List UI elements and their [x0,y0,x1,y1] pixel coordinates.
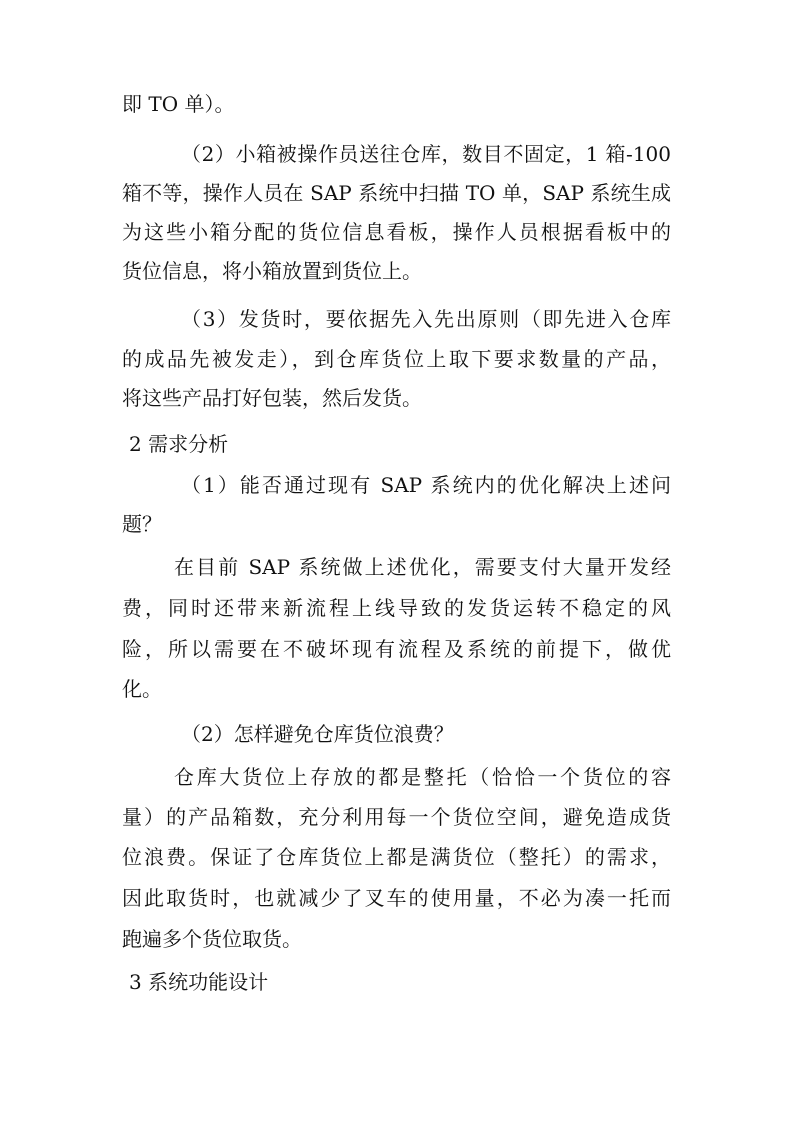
paragraph-3-line-1: （3）发货时，要依据先入先出原则（即先进入仓库 [181,307,671,331]
question-1-line-2: 题？ [122,512,162,536]
answer-2-line-1: 仓库大货位上存放的都是整托（恰恰一个货位的容 [174,765,671,789]
paragraph-2-line-3: 为这些小箱分配的货位信息看板，操作人员根据看板中的 [122,220,671,244]
paragraph-3-line-3: 将这些产品打好包装，然后发货。 [122,386,422,410]
question-2: （2）怎样避免仓库货位浪费？ [181,722,454,746]
answer-1-line-4: 化。 [122,677,162,701]
paragraph-3-line-2: 的成品先被发走），到仓库货位上取下要求数量的产品， [122,347,671,371]
paragraph-line-continuation: 即 TO 单）。 [122,92,235,116]
answer-2-line-3: 位浪费。保证了仓库货位上都是满货位（整托）的需求， [122,845,671,869]
section-heading-system-design: 3 系统功能设计 [129,970,269,994]
answer-1-line-3: 险，所以需要在不破坏现有流程及系统的前提下，做优 [122,637,671,661]
section-heading-requirements: 2 需求分析 [129,432,229,456]
paragraph-2-line-1: （2）小箱被操作员送往仓库，数目不固定，1 箱-100 [181,142,671,166]
question-1-line-1: （1）能否通过现有 SAP 系统内的优化解决上述问 [181,473,671,497]
answer-2-line-5: 跑遍多个货位取货。 [122,927,302,951]
answer-1-line-1: 在目前 SAP 系统做上述优化，需要支付大量开发经 [174,555,671,579]
paragraph-2-line-4: 货位信息，将小箱放置到货位上。 [122,259,422,283]
answer-1-line-2: 费，同时还带来新流程上线导致的发货运转不稳定的风 [122,596,671,620]
answer-2-line-4: 因此取货时，也就减少了叉车的使用量，不必为凑一托而 [122,886,671,910]
paragraph-2-line-2: 箱不等，操作人员在 SAP 系统中扫描 TO 单，SAP 系统生成 [122,181,671,205]
answer-2-line-2: 量）的产品箱数，充分利用每一个货位空间，避免造成货 [122,805,671,829]
